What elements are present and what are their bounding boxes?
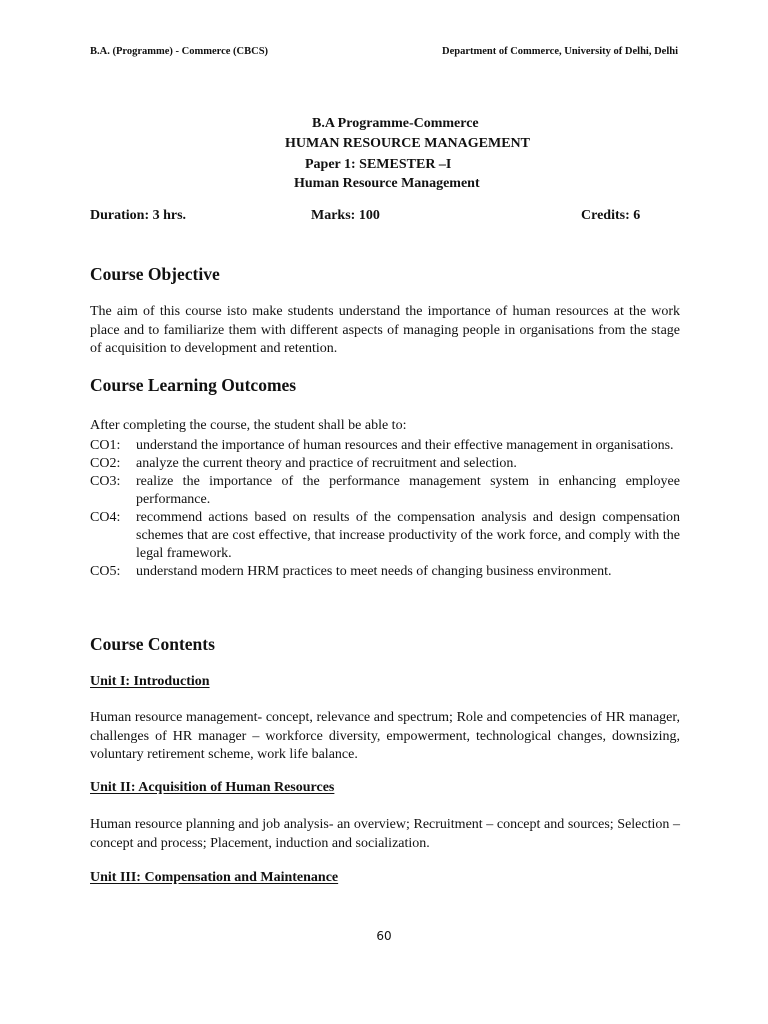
outcome-item xyxy=(90,437,680,455)
outcomes-list xyxy=(90,437,680,581)
outcome-text: analyze the current theory and practice of recruitment and selection. xyxy=(136,456,517,471)
outcome-text: understand the importance of human resources and their effective management in organisations. xyxy=(136,438,674,453)
outcome-text: understand modern HRM practices to meet needs of changing business environment. xyxy=(136,564,612,579)
credits-label: Credits: 6 xyxy=(581,208,641,223)
learning-outcomes-intro: After completing the course, the student shall be able to: xyxy=(90,418,407,433)
outcome-label: CO3: xyxy=(90,474,121,489)
title-subject: HUMAN RESOURCE MANAGEMENT xyxy=(285,136,530,151)
duration-label: Duration: 3 hrs. xyxy=(90,208,187,223)
title-course: Human Resource Management xyxy=(294,176,480,191)
unit-1-heading: Unit I: Introduction xyxy=(90,674,210,689)
outcome-item xyxy=(90,473,680,509)
title-paper: Paper 1: SEMESTER –I xyxy=(305,157,452,172)
running-header-right: Department of Commerce, University of Delhi, Delhi xyxy=(442,46,678,57)
unit-1-text: Human resource management- concept, relevance and spectrum; Role and competencies of HR manager, challenges of HR manager – workforce diversity, empowerment, technological changes, downsizing, voluntary retirement scheme, work life balance. xyxy=(90,710,680,762)
outcome-text: recommend actions based on results of the compensation analysis and design compensation schemes that are cost effective, that increase productivity of the work force, and comply with the legal framework. xyxy=(136,510,680,561)
unit-3-heading: Unit III: Compensation and Maintenance xyxy=(90,870,339,885)
outcome-text: realize the importance of the performance management system in enhancing employee performance. xyxy=(136,474,680,507)
outcome-item xyxy=(90,455,680,473)
course-objective-text: The aim of this course isto make students understand the importance of human resources at the work place and to familiarize them with different aspects of managing people in organisations from the stage of acquisition to development and retention. xyxy=(90,304,680,356)
outcome-item xyxy=(90,509,680,563)
outcome-item xyxy=(90,563,680,581)
running-header-left: B.A. (Programme) - Commerce (CBCS) xyxy=(90,46,269,57)
outcome-label: CO4: xyxy=(90,510,121,525)
outcome-label: CO1: xyxy=(90,438,121,453)
marks-label: Marks: 100 xyxy=(311,208,380,223)
course-objective-heading: Course Objective xyxy=(90,264,220,284)
outcome-label: CO5: xyxy=(90,564,121,579)
outcome-label: CO2: xyxy=(90,456,121,471)
title-programme: B.A Programme-Commerce xyxy=(312,116,479,131)
course-contents-heading: Course Contents xyxy=(90,634,215,654)
learning-outcomes-heading: Course Learning Outcomes xyxy=(90,375,297,395)
unit-2-text: Human resource planning and job analysis- an overview; Recruitment – concept and sources; Selection – concept and process; Placement, induction and socialization. xyxy=(90,817,680,851)
page-number: 60 xyxy=(376,929,392,943)
unit-2-heading: Unit II: Acquisition of Human Resources xyxy=(90,780,335,795)
